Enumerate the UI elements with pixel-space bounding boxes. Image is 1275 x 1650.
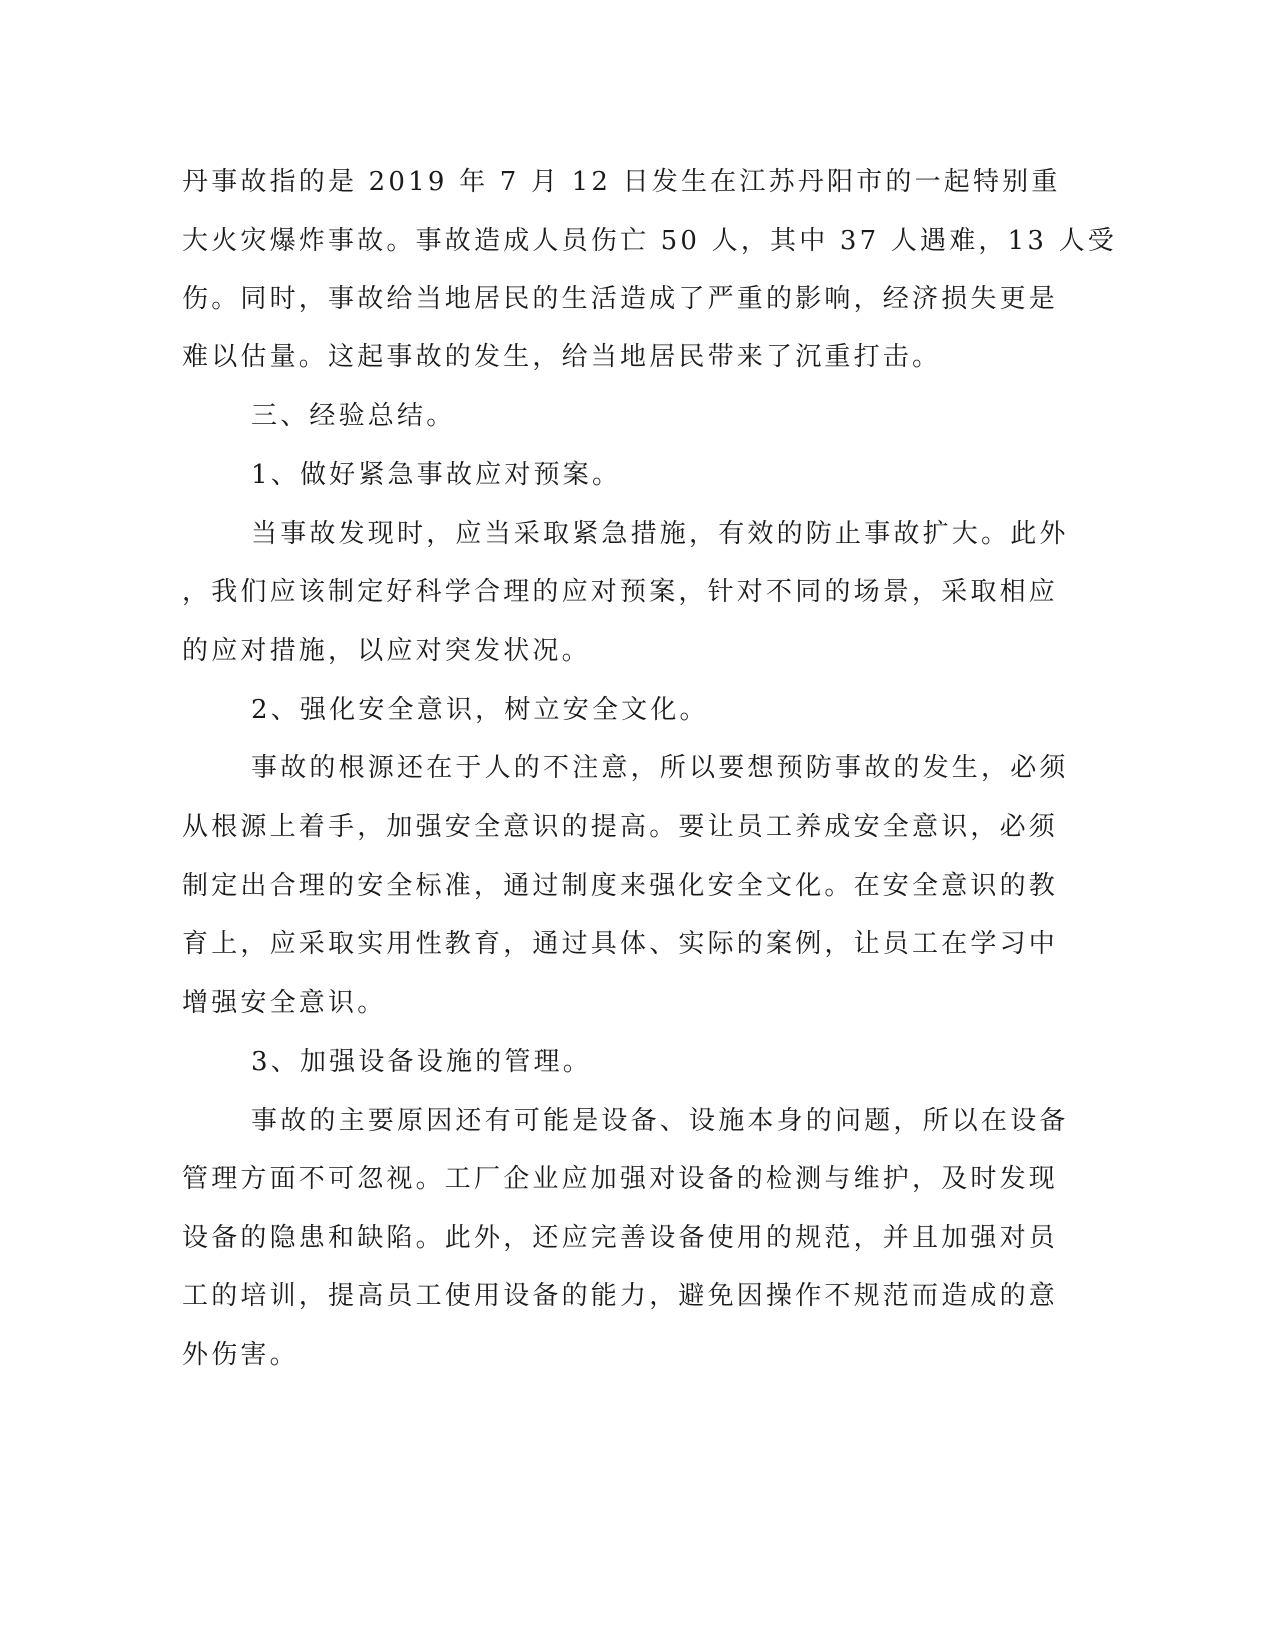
body-text-line: 管理方面不可忽视。工厂企业应加强对设备的检测与维护，及时发现 xyxy=(182,1164,1059,1194)
subsection-heading: 1、做好紧急事故应对预案。 xyxy=(251,460,622,490)
body-text-line: 事故的根源还在于人的不注意，所以要想预防事故的发生，必须 xyxy=(251,753,1069,783)
body-text-line: 设备的隐患和缺陷。此外，还应完善设备使用的规范，并且加强对员 xyxy=(182,1223,1059,1253)
body-text-line: 外伤害。 xyxy=(182,1340,299,1370)
body-text-line: 的应对措施，以应对突发状况。 xyxy=(182,636,591,666)
body-text-line: 育上，应采取实用性教育，通过具体、实际的案例，让员工在学习中 xyxy=(182,929,1059,959)
body-text-line: 当事故发现时，应当采取紧急措施，有效的防止事故扩大。此外 xyxy=(251,519,1069,549)
body-text-line: 丹事故指的是 2019 年 7 月 12 日发生在江苏丹阳市的一起特别重 xyxy=(182,167,1061,197)
body-text-line: 伤。同时，事故给当地居民的生活造成了严重的影响，经济损失更是 xyxy=(182,284,1059,314)
body-text-line: ，我们应该制定好科学合理的应对预案，针对不同的场景，采取相应 xyxy=(182,577,1059,607)
section-heading: 三、经验总结。 xyxy=(251,401,456,431)
body-text-line: 增强安全意识。 xyxy=(182,988,387,1018)
subsection-heading: 3、加强设备设施的管理。 xyxy=(251,1047,592,1077)
body-text-line: 难以估量。这起事故的发生，给当地居民带来了沉重打击。 xyxy=(182,342,942,372)
body-text-line: 工的培训，提高员工使用设备的能力，避免因操作不规范而造成的意 xyxy=(182,1281,1059,1311)
body-text-line: 大火灾爆炸事故。事故造成人员伤亡 50 人，其中 37 人遇难，13 人受 xyxy=(182,226,1117,256)
subsection-heading: 2、强化安全意识，树立安全文化。 xyxy=(251,695,709,725)
body-text-line: 从根源上着手，加强安全意识的提高。要让员工养成安全意识，必须 xyxy=(182,812,1059,842)
body-text-line: 事故的主要原因还有可能是设备、设施本身的问题，所以在设备 xyxy=(251,1106,1069,1136)
body-text-line: 制定出合理的安全标准，通过制度来强化安全文化。在安全意识的教 xyxy=(182,871,1059,901)
